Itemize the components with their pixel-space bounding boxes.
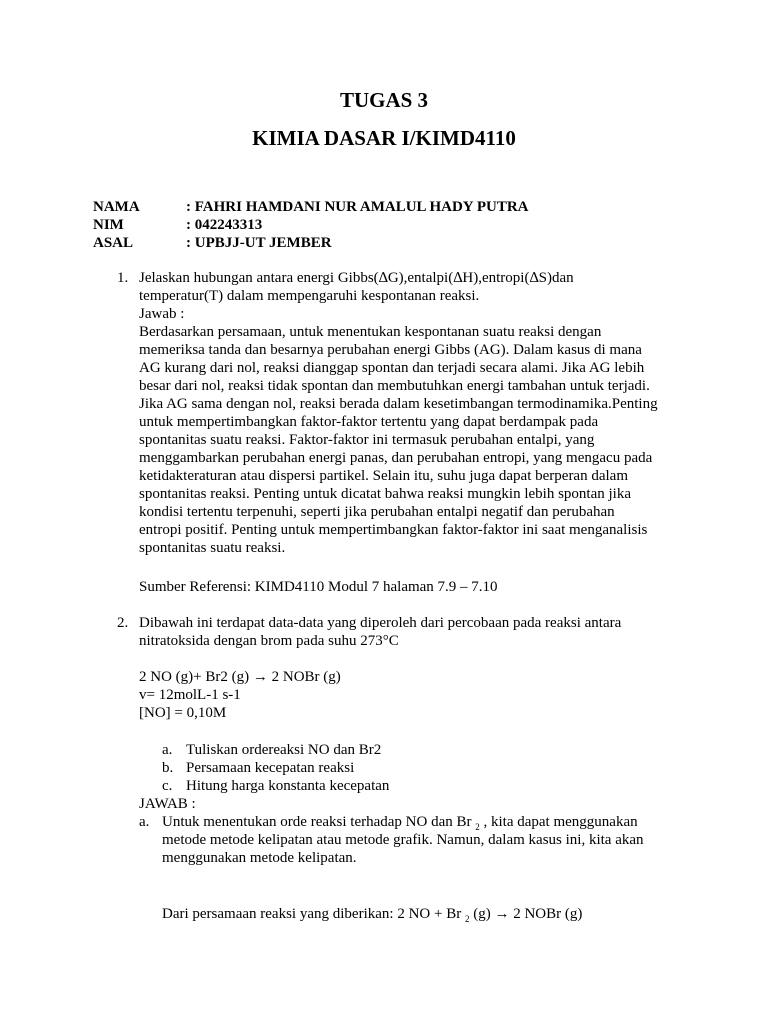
answer-line: spontanitas reaksi. Penting untuk dicatat bahwa reaksi mungkin lebih spontan jika bbox=[139, 486, 631, 502]
answer-text: Untuk menentukan orde reaksi terhadap NO dan Br bbox=[162, 814, 472, 830]
answer-line: menggambarkan perubahan energi panas, dan perubahan entropi, yang mengacu pada bbox=[139, 450, 653, 466]
answer-line: untuk mempertimbangkan faktor-faktor tertentu yang dapat berdampak pada bbox=[139, 414, 599, 430]
question-line: nitratoksida dengan brom pada suhu 273°C bbox=[139, 633, 399, 649]
sub-question-text: Hitung harga konstanta kecepatan bbox=[186, 778, 390, 794]
answer-line: spontanitas suatu reaksi. Faktor-faktor ini termasuk perubahan entalpi, yang bbox=[139, 432, 595, 448]
answer-line bbox=[162, 813, 644, 831]
subscript: 2 bbox=[464, 914, 470, 924]
answer-line: spontanitas suatu reaksi. bbox=[139, 540, 286, 556]
question-line: Jelaskan hubungan antara energi Gibbs(∆G),entalpi(∆H),entropi(∆S)dan bbox=[139, 270, 574, 286]
question-number: 2. bbox=[117, 615, 129, 631]
identity-label: NAMA bbox=[93, 199, 140, 215]
identity-value: : FAHRI HAMDANI NUR AMALUL HADY PUTRA bbox=[186, 199, 529, 215]
identity-label: NIM bbox=[93, 217, 124, 233]
answer-line: Berdasarkan persamaan, untuk menentukan kespontanan suatu reaksi dengan bbox=[139, 324, 602, 340]
answer-text: , kita dapat menggunakan bbox=[483, 814, 638, 830]
answer-line: Jika AG sama dengan nol, reaksi berada dalam kesetimbangan termodinamika.Penting bbox=[139, 396, 658, 412]
answer-label: Jawab : bbox=[139, 306, 185, 322]
identity-value: : 042243313 bbox=[186, 217, 263, 233]
question-number: 1. bbox=[117, 270, 129, 286]
equation-text: Dari persamaan reaksi yang diberikan: 2 NO + Br bbox=[162, 906, 462, 922]
subscript: 2 bbox=[475, 822, 480, 832]
answer-line: AG kurang dari nol, reaksi dianggap spontan dan terjadi secara alami. Jika AG lebih bbox=[139, 360, 645, 376]
reaction-equation: 2 NO (g)+ Br2 (g) → 2 NOBr (g) bbox=[139, 669, 341, 685]
course-title: KIMIA DASAR I/KIMD4110 bbox=[252, 126, 516, 150]
answer-line: menggunakan metode kelipatan. bbox=[162, 850, 357, 866]
sub-question-text: Persamaan kecepatan reaksi bbox=[186, 760, 355, 776]
question-2 bbox=[139, 614, 621, 650]
answer-line: besar dari nol, reaksi tidak spontan dan membutuhkan energi tambahan untuk terjadi. bbox=[139, 378, 650, 394]
answer-line: kondisi tertentu terpenuhi, seperti jika perubahan entalpi negatif dan perubahan bbox=[139, 504, 615, 520]
answer-line: metode metode kelipatan atau metode grafik. Namun, dalam kasus ini, kita akan bbox=[162, 832, 644, 848]
identity-label: ASAL bbox=[93, 235, 134, 251]
question-line: temperatur(T) dalam mempengaruhi kespontanan reaksi. bbox=[139, 288, 480, 304]
question-line: Dibawah ini terdapat data-data yang diperoleh dari percobaan pada reaksi antara bbox=[139, 615, 622, 631]
answer-a bbox=[162, 813, 644, 867]
reaction-rate: v= 12molL-1 s-1 bbox=[139, 687, 241, 703]
sub-question-label: c. bbox=[162, 778, 173, 794]
no-concentration: [NO] = 0,10M bbox=[139, 705, 227, 721]
identity-value: : UPBJJ-UT JEMBER bbox=[186, 235, 332, 251]
equation-line bbox=[162, 905, 582, 923]
sub-question-label: b. bbox=[162, 760, 174, 776]
sub-question-label: a. bbox=[162, 742, 173, 758]
answer-line: memeriksa tanda dan besarnya perubahan energi Gibbs (AG). Dalam kasus di mana bbox=[139, 342, 642, 358]
answer-line: ketidakteraturan atau dispersi partikel. Selain itu, suhu juga dapat berperan dalam bbox=[139, 468, 628, 484]
answer-line: entropi positif. Penting untuk mempertimbangkan faktor-faktor ini saat menganalisis bbox=[139, 522, 648, 538]
reaction-data bbox=[139, 668, 341, 722]
sub-question-text: Tuliskan ordereaksi NO dan Br2 bbox=[186, 742, 382, 758]
question-1 bbox=[139, 269, 658, 557]
source-reference: Sumber Referensi: KIMD4110 Modul 7 halaman 7.9 – 7.10 bbox=[139, 579, 498, 595]
answer-label: JAWAB : bbox=[139, 796, 196, 812]
equation-text: (g) → 2 NOBr (g) bbox=[469, 906, 583, 922]
document-title: TUGAS 3 bbox=[339, 88, 429, 112]
answer-item-label: a. bbox=[139, 814, 150, 830]
